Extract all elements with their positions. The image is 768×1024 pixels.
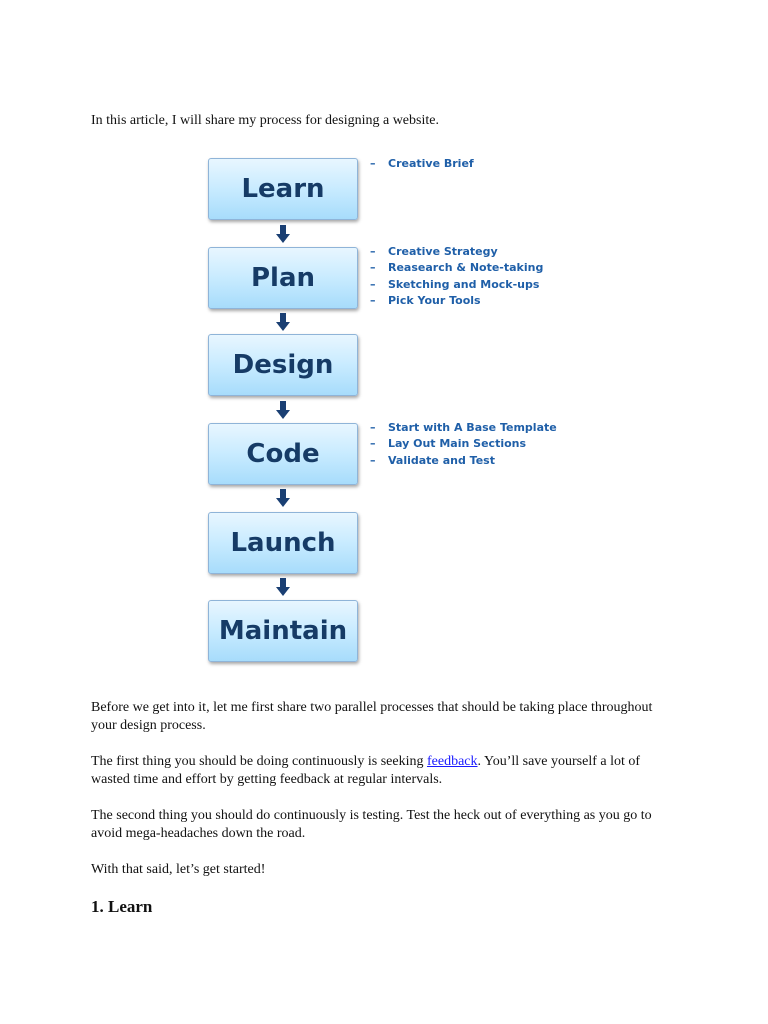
step-plan: Plan xyxy=(208,247,358,309)
down-arrow-icon xyxy=(276,489,290,507)
note-item xyxy=(370,260,543,276)
feedback-link[interactable]: feedback xyxy=(426,754,478,769)
note-text: Creative Brief xyxy=(388,157,474,170)
intro-paragraph: In this article, I will share my process for designing a website. xyxy=(91,113,439,128)
note-text: Lay Out Main Sections xyxy=(388,437,527,451)
dash-marker: – xyxy=(370,261,376,275)
note-item xyxy=(370,420,557,436)
note-text: Creative Strategy xyxy=(388,245,498,258)
testing-paragraph: The second thing you should do continuously is testing. Test the heck out of everything as you go to avoid mega-headaches down the road. xyxy=(91,808,652,841)
down-arrow-icon xyxy=(276,313,290,331)
get-started-paragraph: With that said, let’s get started! xyxy=(91,862,266,877)
dash-marker: – xyxy=(370,421,376,434)
note-text: Start with A Base Template xyxy=(388,421,557,434)
step-maintain: Maintain xyxy=(208,600,358,662)
dash-marker: – xyxy=(370,293,376,307)
dash-marker: – xyxy=(370,157,376,170)
down-arrow-icon xyxy=(276,578,290,596)
feedback-text-before: The first thing you should be doing continuously is seeking xyxy=(91,754,427,769)
note-item xyxy=(370,453,557,469)
dash-marker: – xyxy=(370,277,376,291)
note-text: Reasearch & Note-taking xyxy=(388,261,544,275)
section-heading-learn: 1. Learn xyxy=(91,897,153,916)
step-code: Code xyxy=(208,423,358,485)
down-arrow-icon xyxy=(276,225,290,243)
step-design: Design xyxy=(208,334,358,396)
note-item xyxy=(370,277,543,293)
parallel-processes-paragraph: Before we get into it, let me first share two parallel processes that should be taking place throughout your design process. xyxy=(91,700,653,733)
note-text: Pick Your Tools xyxy=(388,293,481,307)
code-notes xyxy=(370,420,557,469)
note-text: Validate and Test xyxy=(388,453,495,467)
dash-marker: – xyxy=(370,437,376,451)
note-item xyxy=(370,436,557,452)
plan-notes xyxy=(370,244,543,309)
dash-marker: – xyxy=(370,245,376,258)
note-item xyxy=(370,244,543,260)
feedback-paragraph xyxy=(91,753,681,789)
step-launch: Launch xyxy=(208,512,358,574)
step-learn: Learn xyxy=(208,158,358,220)
down-arrow-icon xyxy=(276,401,290,419)
learn-notes xyxy=(370,156,474,172)
dash-marker: – xyxy=(370,453,376,467)
note-text: Sketching and Mock-ups xyxy=(388,277,540,291)
note-item xyxy=(370,156,474,172)
note-item xyxy=(370,293,543,309)
feedback-text-after: . You’ll save yourself a lot of wasted time and effort by getting feedback at regular intervals. xyxy=(91,754,641,787)
